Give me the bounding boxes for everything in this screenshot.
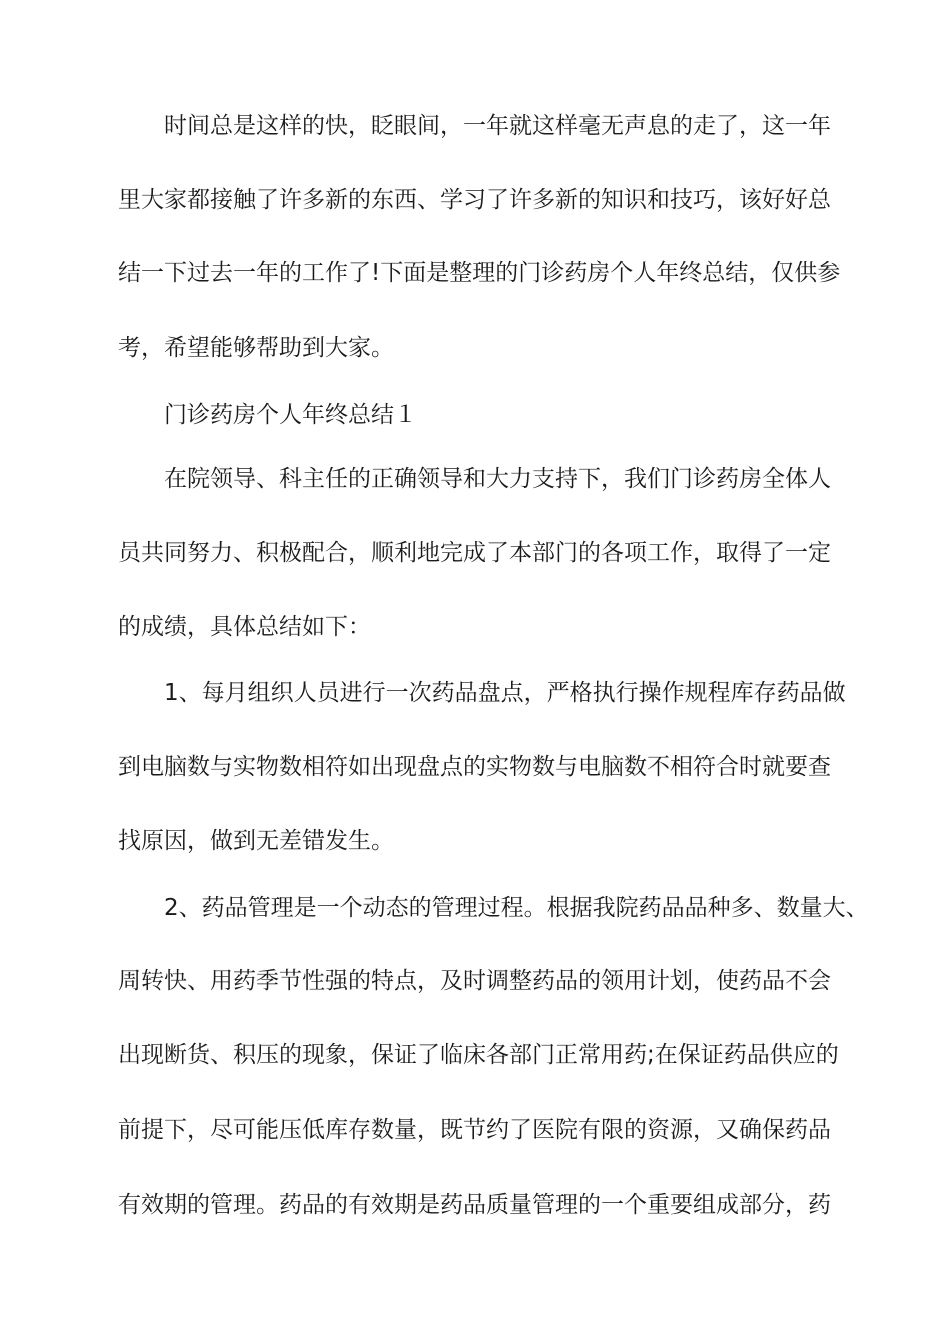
list-item-1-line-3: 找原因，做到无差错发生。: [118, 828, 394, 854]
intro-paragraph-line-1: 时间总是这样的快，眨眼间，一年就这样毫无声息的走了，这一年: [164, 113, 831, 139]
body-paragraph-1-line-2: 员共同努力、积极配合，顺利地完成了本部门的各项工作，取得了一定: [118, 540, 831, 566]
intro-paragraph-line-3: 结一下过去一年的工作了!下面是整理的门诊药房个人年终总结，仅供参: [118, 260, 841, 286]
list-item-2-line-1: 2、药品管理是一个动态的管理过程。根据我院药品品种多、数量大、: [164, 895, 869, 921]
list-item-2-line-4: 前提下，尽可能压低库存数量，既节约了医院有限的资源，又确保药品: [118, 1117, 831, 1143]
intro-paragraph-line-2: 里大家都接触了许多新的东西、学习了许多新的知识和技巧，该好好总: [118, 187, 831, 213]
body-paragraph-1-line-1: 在院领导、科主任的正确领导和大力支持下，我们门诊药房全体人: [164, 466, 831, 492]
list-item-2-line-3: 出现断货、积压的现象，保证了临床各部门正常用药;在保证药品供应的: [118, 1042, 839, 1068]
body-paragraph-1-line-3: 的成绩，具体总结如下：: [118, 614, 371, 640]
list-item-2-line-5: 有效期的管理。药品的有效期是药品质量管理的一个重要组成部分，药: [118, 1192, 831, 1218]
list-item-1-line-1: 1、每月组织人员进行一次药品盘点，严格执行操作规程库存药品做: [164, 680, 846, 706]
intro-paragraph-line-4: 考，希望能够帮助到大家。: [118, 335, 394, 361]
list-item-1-line-2: 到电脑数与实物数相符如出现盘点的实物数与电脑数不相符合时就要查: [118, 754, 831, 780]
list-item-2-line-2: 周转快、用药季节性强的特点，及时调整药品的领用计划，使药品不会: [118, 968, 831, 994]
section-heading: 门诊药房个人年终总结１: [164, 402, 417, 428]
